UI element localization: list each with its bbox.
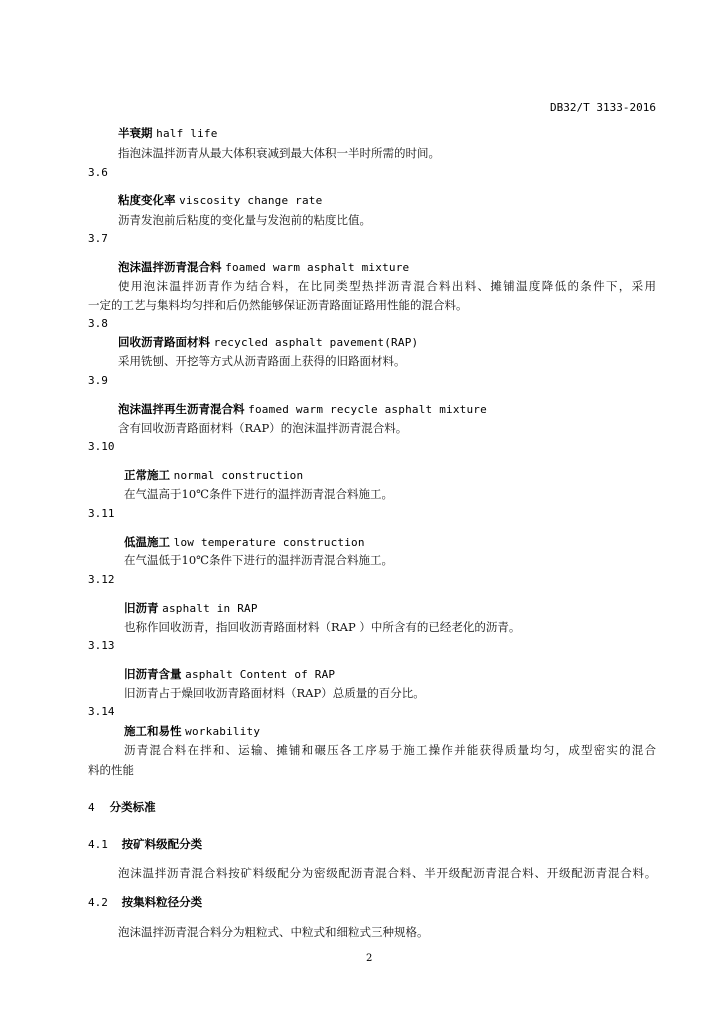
term-en: normal construction xyxy=(173,469,304,482)
term-normal-construction xyxy=(124,467,303,484)
term-definition: 旧沥青占于燥回收沥青路面材料（RAP）总质量的百分比。 xyxy=(124,686,425,700)
term-cn: 低温施工 xyxy=(124,535,170,549)
term-number: 3.10 xyxy=(88,440,115,453)
term-definition: 采用铣刨、开挖等方式从沥青路面上获得的旧路面材料。 xyxy=(118,354,406,368)
term-definition: 含有回收沥青路面材料（RAP）的泡沫温拌沥青混合料。 xyxy=(118,421,408,435)
term-definition-cont: 料的性能 xyxy=(88,763,134,777)
subsection-text: 泡沫温拌沥青混合料按矿料级配分为密级配沥青混合料、半开级配沥青混合料、开级配沥青混合料。 xyxy=(118,866,656,880)
term-workability xyxy=(124,723,260,740)
term-definition: 在气温高于10℃条件下进行的温拌沥青混合料施工。 xyxy=(124,487,393,501)
term-half-life xyxy=(118,125,218,142)
term-en: half life xyxy=(156,127,218,140)
term-recycled-asphalt-pavement xyxy=(118,334,418,351)
term-definition: 在气温低于10℃条件下进行的温拌沥青混合料施工。 xyxy=(124,553,393,567)
subsection-number: 4.2 xyxy=(88,896,108,909)
term-cn: 旧沥青含量 xyxy=(124,667,182,681)
subsection-title: 按集料粒径分类 xyxy=(121,895,203,909)
term-definition: 沥青发泡前后粘度的变化量与发泡前的粘度比值。 xyxy=(118,213,371,227)
term-low-temperature-construction xyxy=(124,534,365,551)
term-definition: 使用泡沫温拌沥青作为结合料，在比同类型热拌沥青混合料出料、摊铺温度降低的条件下，采用 xyxy=(118,279,656,293)
term-cn: 旧沥青 xyxy=(124,601,159,615)
term-definition: 也称作回收沥青，指回收沥青路面材料（RAP ）中所含有的已经老化的沥青。 xyxy=(124,620,521,634)
term-number: 3.8 xyxy=(88,317,108,330)
subsection-title: 按矿料级配分类 xyxy=(121,837,203,851)
term-number: 3.6 xyxy=(88,166,108,179)
term-definition: 指泡沫温拌沥青从最大体积衰减到最大体积一半时所需的时间。 xyxy=(118,146,440,160)
term-definition: 沥青混合料在拌和、运输、摊铺和碾压各工序易于施工操作并能获得质量均匀，成型密实的混合 xyxy=(124,743,656,757)
doc-code-header: DB32/T 3133-2016 xyxy=(550,101,656,114)
term-asphalt-in-rap xyxy=(124,600,258,617)
term-en: foamed warm asphalt mixture xyxy=(225,261,410,274)
subsection-heading xyxy=(88,894,202,911)
term-definition-cont: 一定的工艺与集料均匀拌和后仍然能够保证沥青路面证路用性能的混合料。 xyxy=(88,298,468,312)
term-cn: 半衰期 xyxy=(118,126,153,140)
term-number: 3.9 xyxy=(88,374,108,387)
term-foamed-warm-asphalt-mixture xyxy=(118,259,409,276)
term-number: 3.14 xyxy=(88,705,115,718)
term-cn: 泡沫温拌再生沥青混合料 xyxy=(118,402,245,416)
term-cn: 粘度变化率 xyxy=(118,193,176,207)
subsection-number: 4.1 xyxy=(88,838,108,851)
term-cn: 回收沥青路面材料 xyxy=(118,335,210,349)
term-viscosity-change-rate xyxy=(118,192,322,209)
term-number: 3.11 xyxy=(88,507,115,520)
term-en: low temperature construction xyxy=(173,536,365,549)
section-title: 分类标准 xyxy=(109,800,156,814)
term-cn: 泡沫温拌沥青混合料 xyxy=(118,260,222,274)
page-number: 2 xyxy=(366,953,373,964)
term-en: recycled asphalt pavement(RAP) xyxy=(213,336,419,349)
section-number: 4 xyxy=(88,801,95,814)
subsection-text: 泡沫温拌沥青混合料分为粗粒式、中粒式和细粒式三种规格。 xyxy=(118,925,429,939)
term-en: foamed warm recycle asphalt mixture xyxy=(248,403,487,416)
term-en: asphalt Content of RAP xyxy=(185,668,336,681)
term-foamed-warm-recycle-asphalt-mixture xyxy=(118,401,487,418)
term-number: 3.7 xyxy=(88,232,108,245)
term-en: workability xyxy=(185,725,261,738)
term-en: viscosity change rate xyxy=(179,194,323,207)
term-cn: 施工和易性 xyxy=(124,724,182,738)
subsection-heading xyxy=(88,836,202,853)
term-cn: 正常施工 xyxy=(124,468,170,482)
term-number: 3.13 xyxy=(88,639,115,652)
section-heading xyxy=(88,799,156,816)
term-number: 3.12 xyxy=(88,573,115,586)
term-en: asphalt in RAP xyxy=(162,602,258,615)
term-asphalt-content-of-rap xyxy=(124,666,335,683)
